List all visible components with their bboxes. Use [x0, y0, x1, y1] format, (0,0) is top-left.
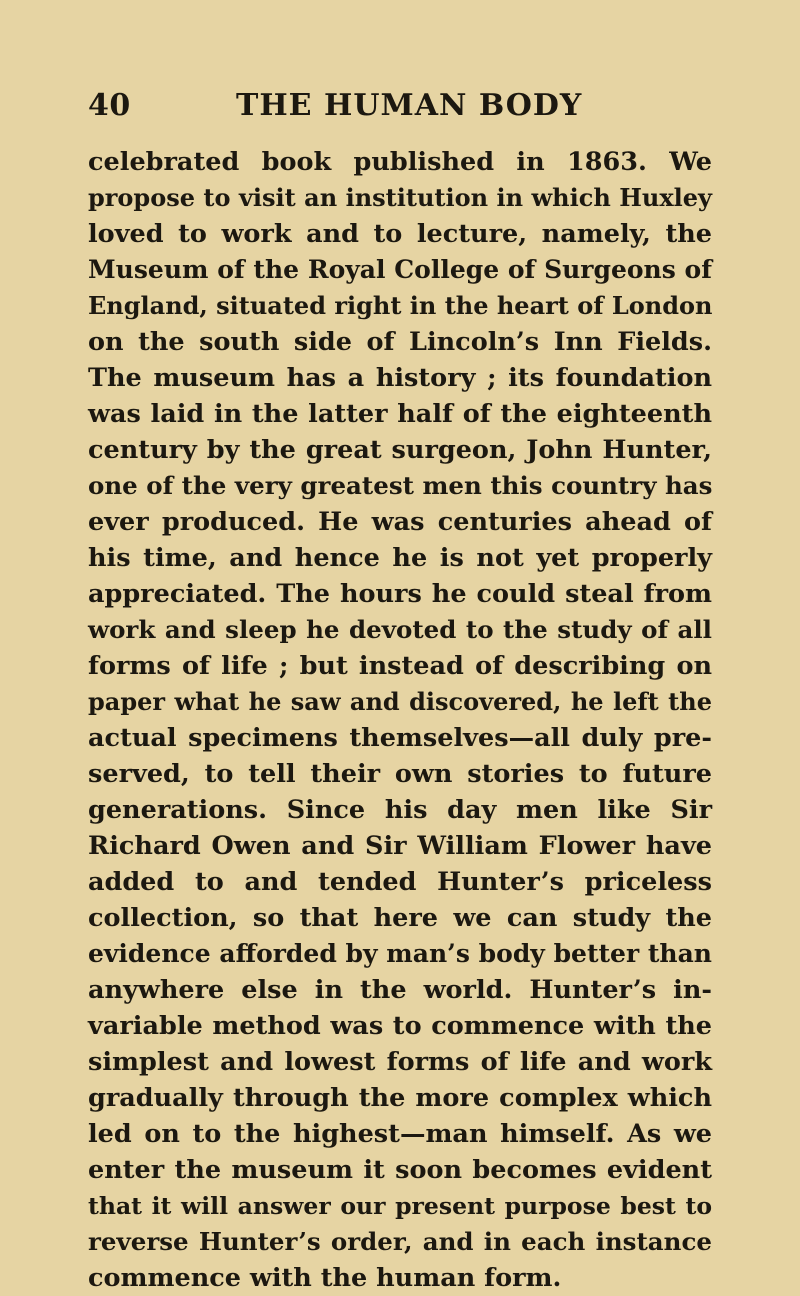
text-line: The museum has a history ; its foundation: [88, 363, 712, 393]
text-line: Richard Owen and Sir William Flower have: [88, 831, 712, 861]
text-line: led on to the highest—man himself. As we: [88, 1119, 712, 1149]
text-line: reverse Hunter’s order, and in each instance: [88, 1227, 712, 1256]
text-line: ever produced. He was centuries ahead of: [88, 507, 712, 537]
text-line: work and sleep he devoted to the study of all: [88, 615, 712, 644]
text-line: that it will answer our present purpose best to: [88, 1192, 712, 1220]
running-head: [88, 88, 712, 128]
text-line: his time, and hence he is not yet properly: [88, 543, 712, 573]
text-line: actual specimens themselves—all duly pre-: [88, 723, 712, 753]
text-line-last: commence with the human form.: [88, 1263, 562, 1293]
text-line: evidence afforded by man’s body better than: [88, 939, 712, 968]
text-line: was laid in the latter half of the eighteenth: [88, 399, 712, 429]
text-line: simplest and lowest forms of life and work: [88, 1047, 712, 1077]
text-line: appreciated. The hours he could steal from: [88, 579, 712, 609]
text-line: generations. Since his day men like Sir: [88, 795, 712, 825]
body-text: [88, 144, 712, 1296]
text-line: gradually through the more complex which: [88, 1083, 712, 1113]
text-line: on the south side of Lincoln’s Inn Fields.: [88, 327, 712, 357]
text-line: one of the very greatest men this country has: [88, 471, 713, 500]
text-line: collection, so that here we can study the: [88, 903, 712, 933]
running-title: THE HUMAN BODY: [236, 88, 583, 123]
text-line: forms of life ; but instead of describing on: [88, 651, 712, 681]
text-line: served, to tell their own stories to future: [88, 759, 712, 789]
text-line: century by the great surgeon, John Hunter,: [88, 435, 712, 465]
text-line: variable method was to commence with the: [88, 1011, 712, 1041]
text-line: Museum of the Royal College of Surgeons of: [88, 255, 712, 284]
text-line: anywhere else in the world. Hunter’s in-: [88, 975, 712, 1005]
text-line: England, situated right in the heart of London: [88, 291, 713, 320]
text-line: propose to visit an institution in which Huxley: [88, 183, 712, 212]
text-line: celebrated book published in 1863. We: [88, 147, 712, 177]
page-number: 40: [88, 88, 131, 123]
text-line: paper what he saw and discovered, he left the: [88, 687, 712, 716]
text-line: added to and tended Hunter’s priceless: [88, 867, 712, 897]
text-line: enter the museum it soon becomes evident: [88, 1155, 712, 1185]
text-line: loved to work and to lecture, namely, the: [88, 219, 712, 249]
